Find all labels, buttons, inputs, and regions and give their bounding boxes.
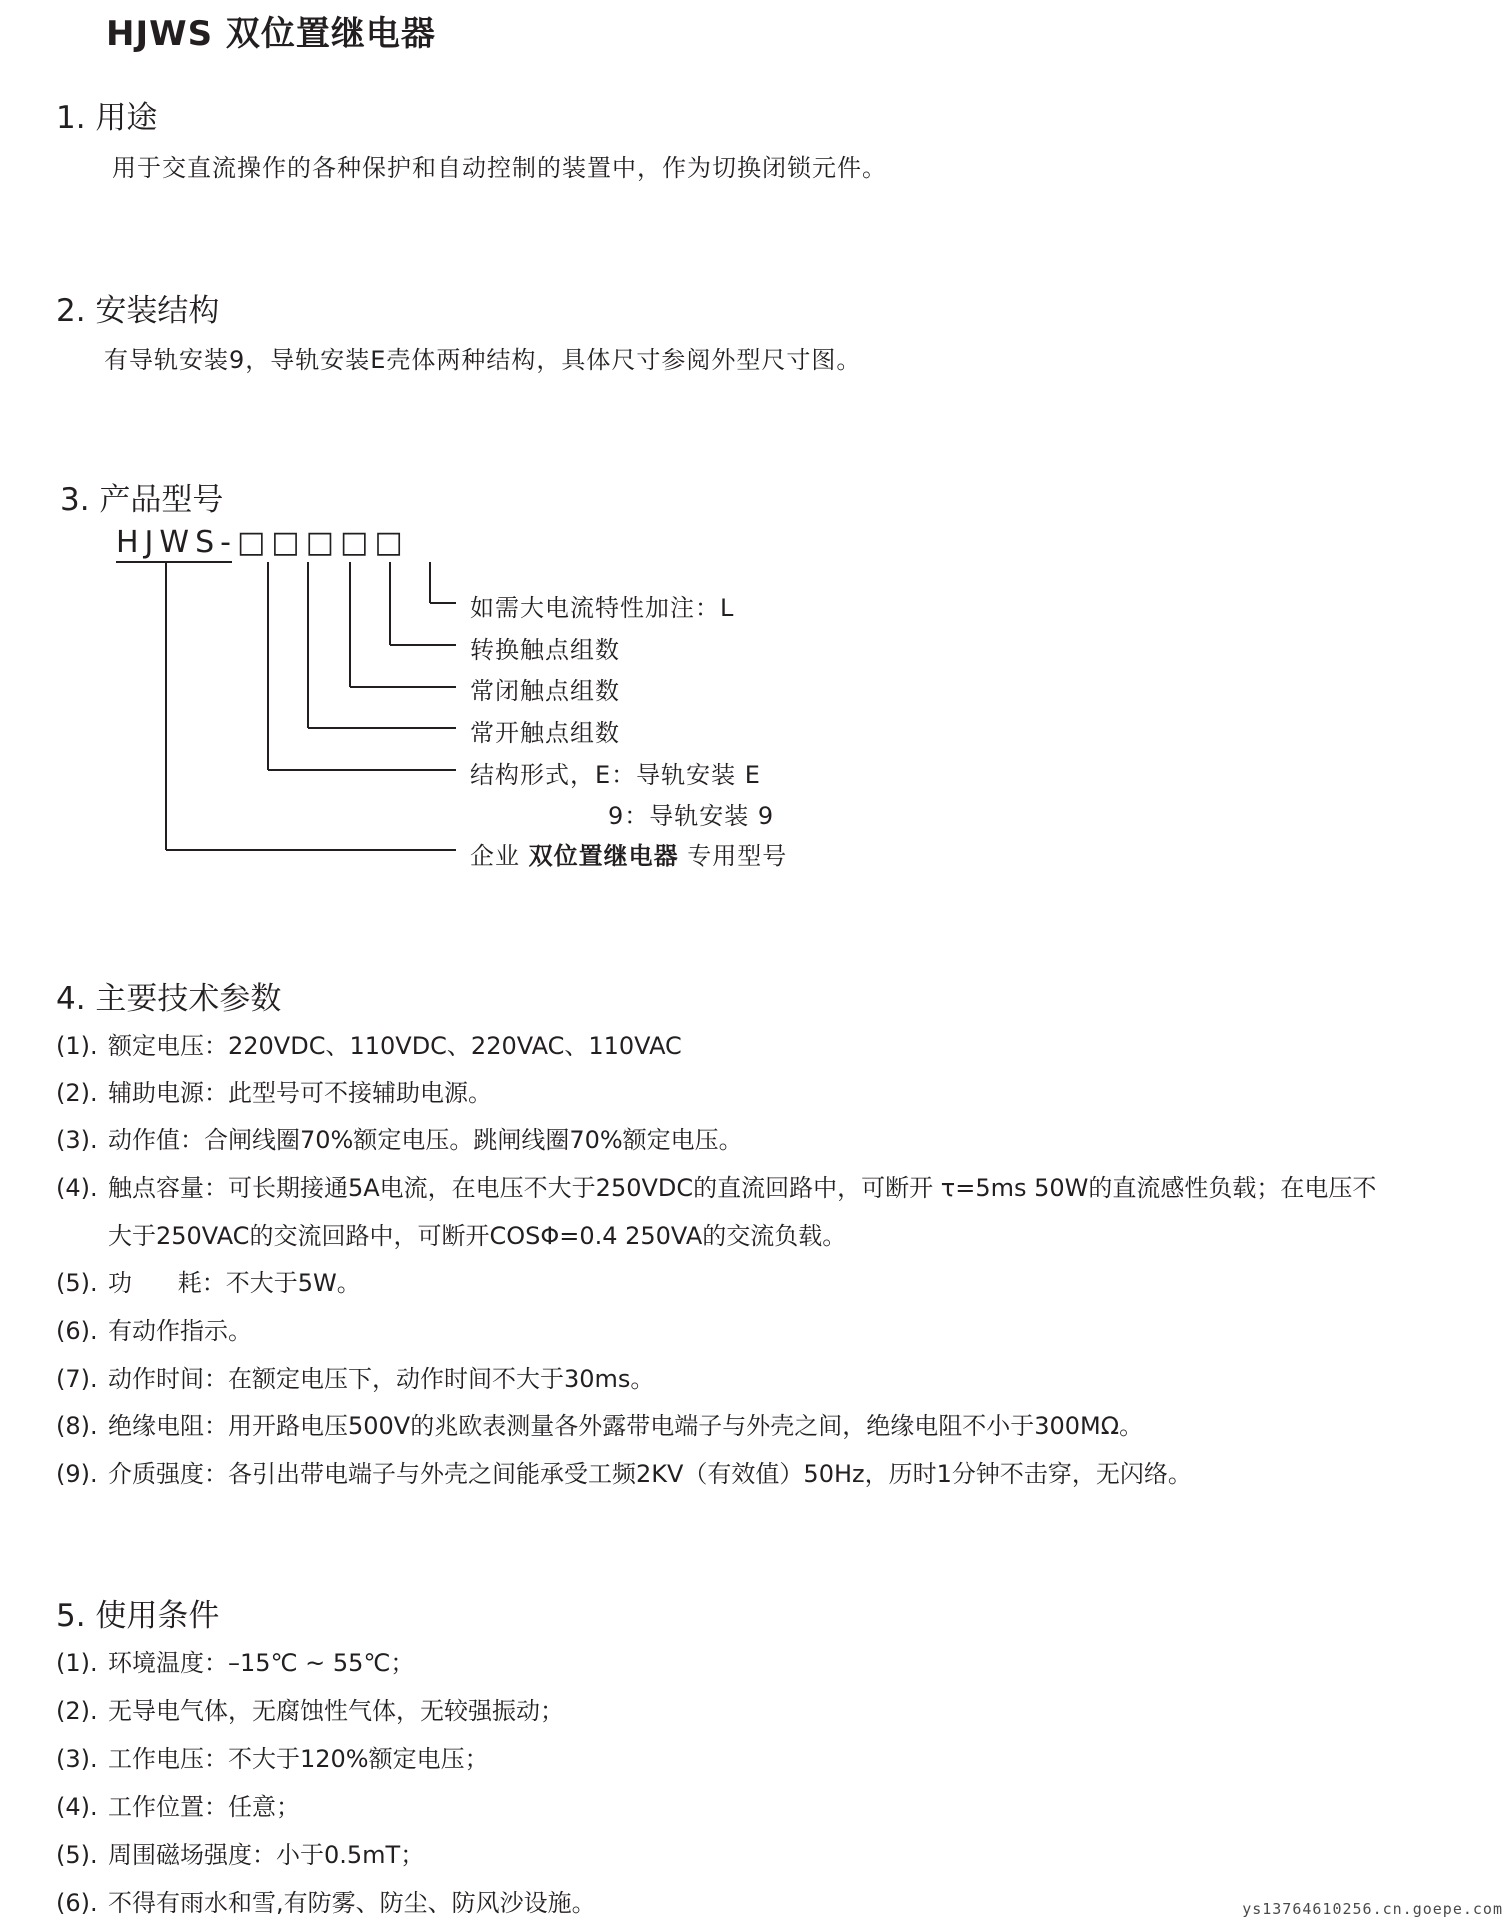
param-item-continuation: 大于250VAC的交流回路中，可断开COSΦ=0.4 250VA的交流负载。 <box>108 1222 847 1250</box>
param-item: (1). 额定电压：220VDC、110VDC、220VAC、110VAC <box>56 1032 682 1060</box>
section-1-text: 用于交直流操作的各种保护和自动控制的装置中，作为切换闭锁元件。 <box>112 154 887 182</box>
section-3-heading: 3. 产品型号 <box>60 482 224 518</box>
section-4-heading: 4. 主要技术参数 <box>56 981 282 1017</box>
label-structure-form: 结构形式，E：导轨安装 E <box>470 761 761 789</box>
section-5-heading: 5. 使用条件 <box>56 1598 220 1634</box>
condition-item: (2). 无导电气体，无腐蚀性气体，无较强振动； <box>56 1697 564 1725</box>
condition-item: (6). 不得有雨水和雪,有防雾、防尘、防风沙设施。 <box>56 1889 596 1917</box>
param-item: (8). 绝缘电阻：用开路电压500V的兆欧表测量各外露带电端子与外壳之间，绝缘电阻不小于300MΩ。 <box>56 1412 1144 1440</box>
label-enterprise-model: 企业 双位置继电器 专用型号 <box>470 842 788 870</box>
condition-item: (1). 环境温度：–15℃ ~ 55℃； <box>56 1649 415 1677</box>
section-2-heading: 2. 安装结构 <box>56 293 220 329</box>
param-item: (5). 功 耗：不大于5W。 <box>56 1269 361 1297</box>
param-item: (7). 动作时间：在额定电压下，动作时间不大于30ms。 <box>56 1365 655 1393</box>
section-1-heading: 1. 用途 <box>56 100 158 136</box>
condition-item: (4). 工作位置：任意； <box>56 1793 300 1821</box>
param-item: (4). 触点容量：可长期接通5A电流，在电压不大于250VDC的直流回路中，可断开 τ=5ms 50W的直流感性负载；在电压不 <box>56 1174 1377 1202</box>
param-item: (3). 动作值：合闸线圈70%额定电压。跳闸线圈70%额定电压。 <box>56 1126 743 1154</box>
label-changeover-contacts: 转换触点组数 <box>470 636 620 664</box>
source-watermark: ys13764610256.cn.goepe.com <box>1242 1900 1503 1918</box>
label-nc-contacts: 常闭触点组数 <box>470 677 620 705</box>
condition-item: (5). 周围磁场强度：小于0.5mT； <box>56 1841 425 1869</box>
param-item: (6). 有动作指示。 <box>56 1317 252 1345</box>
condition-item: (3). 工作电压：不大于120%额定电压； <box>56 1745 489 1773</box>
page-title: HJWS 双位置继电器 <box>106 14 436 54</box>
section-2-text: 有导轨安装9，导轨安装E壳体两种结构，具体尺寸参阅外型尺寸图。 <box>104 346 862 374</box>
label-no-contacts: 常开触点组数 <box>470 719 620 747</box>
param-item: (9). 介质强度：各引出带电端子与外壳之间能承受工频2KV（有效值）50Hz，历时1分钟不击穿，无闪络。 <box>56 1460 1192 1488</box>
model-code: HJWS-□□□□□ <box>116 525 409 560</box>
label-structure-9: 9：导轨安装 9 <box>608 802 775 830</box>
param-item: (2). 辅助电源：此型号可不接辅助电源。 <box>56 1079 492 1107</box>
label-large-current: 如需大电流特性加注：L <box>470 594 735 622</box>
